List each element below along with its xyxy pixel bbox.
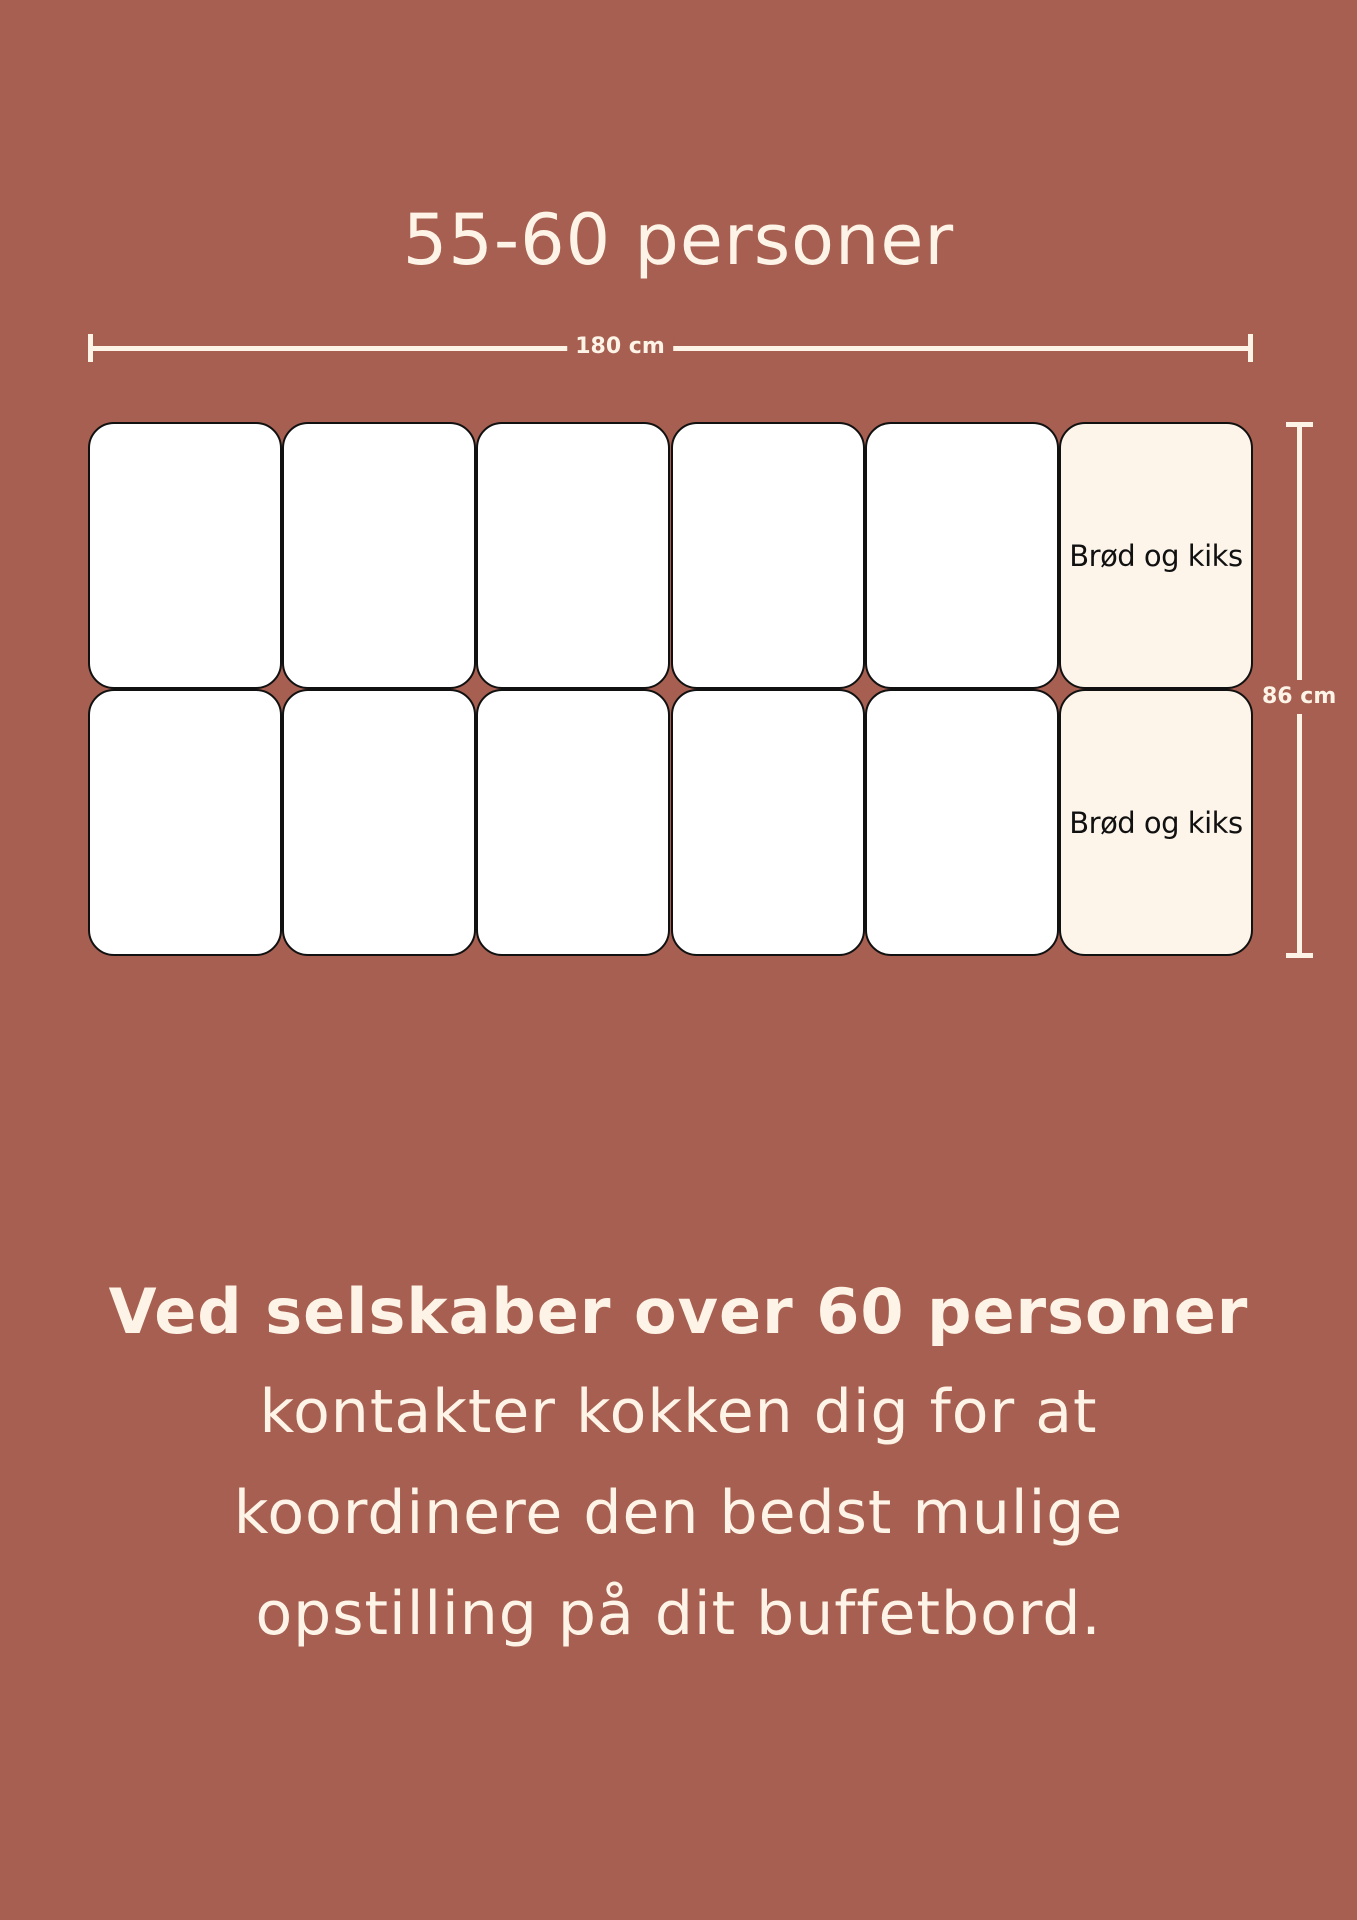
width-label: 180 cm xyxy=(567,336,673,358)
bread-tile xyxy=(1059,689,1253,956)
empty-tile xyxy=(865,422,1059,689)
info-message-bold: Ved selskaber over 60 personer xyxy=(108,1275,1249,1348)
info-message-line: kontakter kokken dig for at xyxy=(259,1377,1098,1447)
empty-tile xyxy=(88,689,282,956)
bread-tile xyxy=(1059,422,1253,689)
height-dimension-cap-bottom xyxy=(1286,953,1313,958)
empty-tile xyxy=(282,689,476,956)
empty-tile xyxy=(476,422,670,689)
width-dimension-cap-left xyxy=(88,334,93,362)
empty-tile xyxy=(476,689,670,956)
info-message-line: koordinere den bedst mulige xyxy=(233,1478,1124,1548)
empty-tile xyxy=(671,422,865,689)
width-dimension-cap-right xyxy=(1248,334,1253,362)
empty-tile xyxy=(865,689,1059,956)
tile-label: Brød og kiks xyxy=(1069,805,1243,840)
empty-tile xyxy=(671,689,865,956)
info-message-line: opstilling på dit buffetbord. xyxy=(255,1579,1102,1649)
height-label: 86 cm xyxy=(1262,680,1336,714)
empty-tile xyxy=(282,422,476,689)
height-dimension-cap-top xyxy=(1286,422,1313,427)
info-message xyxy=(0,1262,1357,1665)
buffet-table-layout xyxy=(88,422,1253,956)
tile-label: Brød og kiks xyxy=(1069,538,1243,573)
page-title: 55-60 personer xyxy=(402,199,955,281)
empty-tile xyxy=(88,422,282,689)
